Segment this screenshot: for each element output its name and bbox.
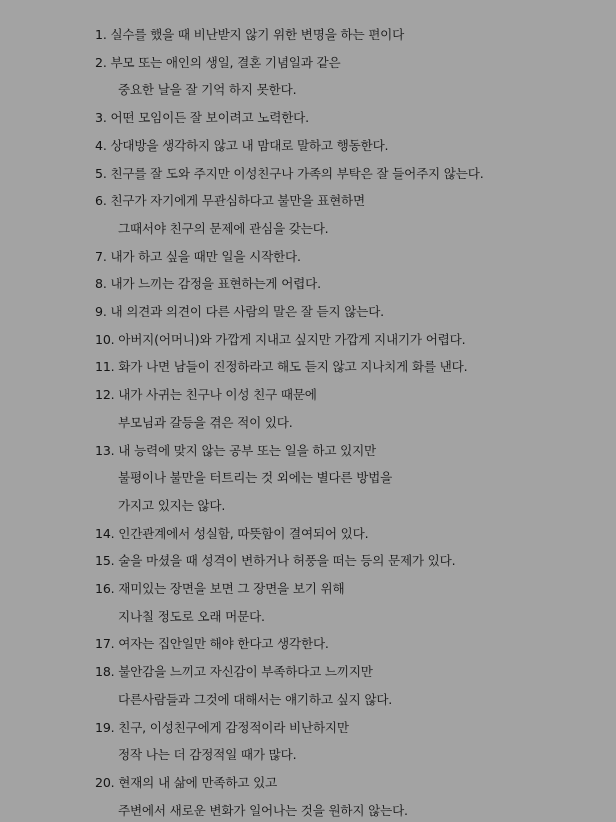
item-number: 18. [95, 664, 115, 680]
list-item [95, 55, 340, 71]
list-item [95, 775, 277, 791]
item-text: 내 능력에 맞지 않는 공부 또는 일을 하고 있지만 [118, 442, 377, 458]
list-item [95, 166, 484, 182]
list-item [95, 138, 388, 154]
item-text: 친구가 자기에게 무관심하다고 불만을 표현하면 [110, 193, 365, 209]
list-item-continuation: 부모님과 갈등을 겪은 적이 있다. [118, 414, 293, 430]
list-item [95, 387, 317, 403]
list-item [95, 249, 301, 265]
item-text: 친구, 이성친구에게 감정적이라 비난하지만 [118, 719, 349, 735]
item-text: 인간관계에서 성실함, 따뜻함이 결여되어 있다. [118, 525, 369, 541]
list-item [95, 359, 467, 375]
list-item [95, 720, 349, 736]
item-number: 17. [95, 636, 115, 652]
item-text: 내가 사귀는 친구나 이성 친구 때문에 [118, 387, 317, 403]
list-item-continuation: 다른사람들과 그것에 대해서는 얘기하고 싶지 않다. [118, 691, 393, 707]
item-number: 14. [95, 525, 115, 541]
list-item-continuation: 정작 나는 더 감정적일 때가 많다. [118, 747, 297, 763]
list-item [95, 636, 329, 652]
item-number: 5. [95, 165, 107, 181]
list-item-continuation: 주변에서 새로운 변화가 일어나는 것을 원하지 않는다. [118, 802, 408, 818]
item-text: 내가 하고 싶을 때만 일을 시작한다. [110, 248, 301, 264]
list-item-continuation: 중요한 날을 잘 기억 하지 못한다. [118, 82, 297, 98]
list-item [95, 664, 373, 680]
item-number: 4. [95, 137, 107, 153]
item-number: 3. [95, 110, 107, 126]
list-item [95, 553, 455, 569]
list-item-continuation: 지나칠 정도로 오래 머문다. [118, 608, 265, 624]
item-number: 15. [95, 553, 115, 569]
item-text: 불안감을 느끼고 자신감이 부족하다고 느끼지만 [118, 664, 373, 680]
item-number: 20. [95, 774, 115, 790]
item-number: 11. [95, 359, 115, 375]
item-text: 아버지(어머니)와 가깝게 지내고 싶지만 가깝게 지내기가 어렵다. [118, 331, 466, 347]
item-text: 현재의 내 삶에 만족하고 있고 [118, 774, 278, 790]
item-number: 2. [95, 54, 107, 70]
list-item [95, 110, 309, 126]
item-number: 13. [95, 442, 115, 458]
item-text: 실수를 했을 때 비난받지 않기 위한 변명을 하는 편이다 [110, 27, 405, 42]
item-number: 9. [95, 304, 107, 319]
item-text: 친구를 잘 도와 주지만 이성친구나 가족의 부탁은 잘 들어주지 않는다. [110, 165, 484, 181]
item-number: 1. [95, 27, 107, 42]
list-item-continuation: 불평이나 불만을 터트리는 것 외에는 별다른 방법을 [118, 470, 393, 486]
item-text: 어떤 모임이든 잘 보이려고 노력한다. [110, 110, 309, 126]
item-number: 19. [95, 719, 115, 735]
item-number: 6. [95, 193, 107, 209]
item-text: 여자는 집안일만 해야 한다고 생각한다. [118, 636, 329, 652]
item-text: 재미있는 장면을 보면 그 장면을 보기 위해 [118, 581, 345, 596]
list-item [95, 193, 365, 209]
list-item [95, 443, 376, 459]
list-item [95, 581, 344, 597]
item-text: 내가 느끼는 감정을 표현하는게 어렵다. [110, 276, 321, 292]
list-item [95, 332, 465, 348]
item-number: 8. [95, 276, 107, 292]
item-text: 내 의견과 의견이 다른 사람의 말은 잘 듣지 않는다. [110, 304, 384, 319]
item-text: 부모 또는 애인의 생일, 결혼 기념일과 같은 [110, 54, 341, 70]
list-item-continuation: 그때서야 친구의 문제에 관심을 갖는다. [118, 220, 329, 236]
list-item [95, 276, 321, 292]
list-item [95, 304, 384, 320]
list-item-continuation: 가지고 있지는 않다. [118, 497, 226, 513]
list-item [95, 27, 404, 43]
item-number: 12. [95, 387, 115, 403]
item-number: 10. [95, 331, 115, 347]
item-number: 16. [95, 581, 115, 596]
item-number: 7. [95, 248, 107, 264]
item-text: 술을 마셨을 때 성격이 변하거나 허풍을 떠는 등의 문제가 있다. [118, 553, 456, 569]
item-text: 상대방을 생각하지 않고 내 맘대로 말하고 행동한다. [110, 137, 389, 153]
list-item [95, 526, 368, 542]
item-text: 화가 나면 남들이 진정하라고 해도 듣지 않고 지나치게 화를 낸다. [118, 359, 468, 375]
